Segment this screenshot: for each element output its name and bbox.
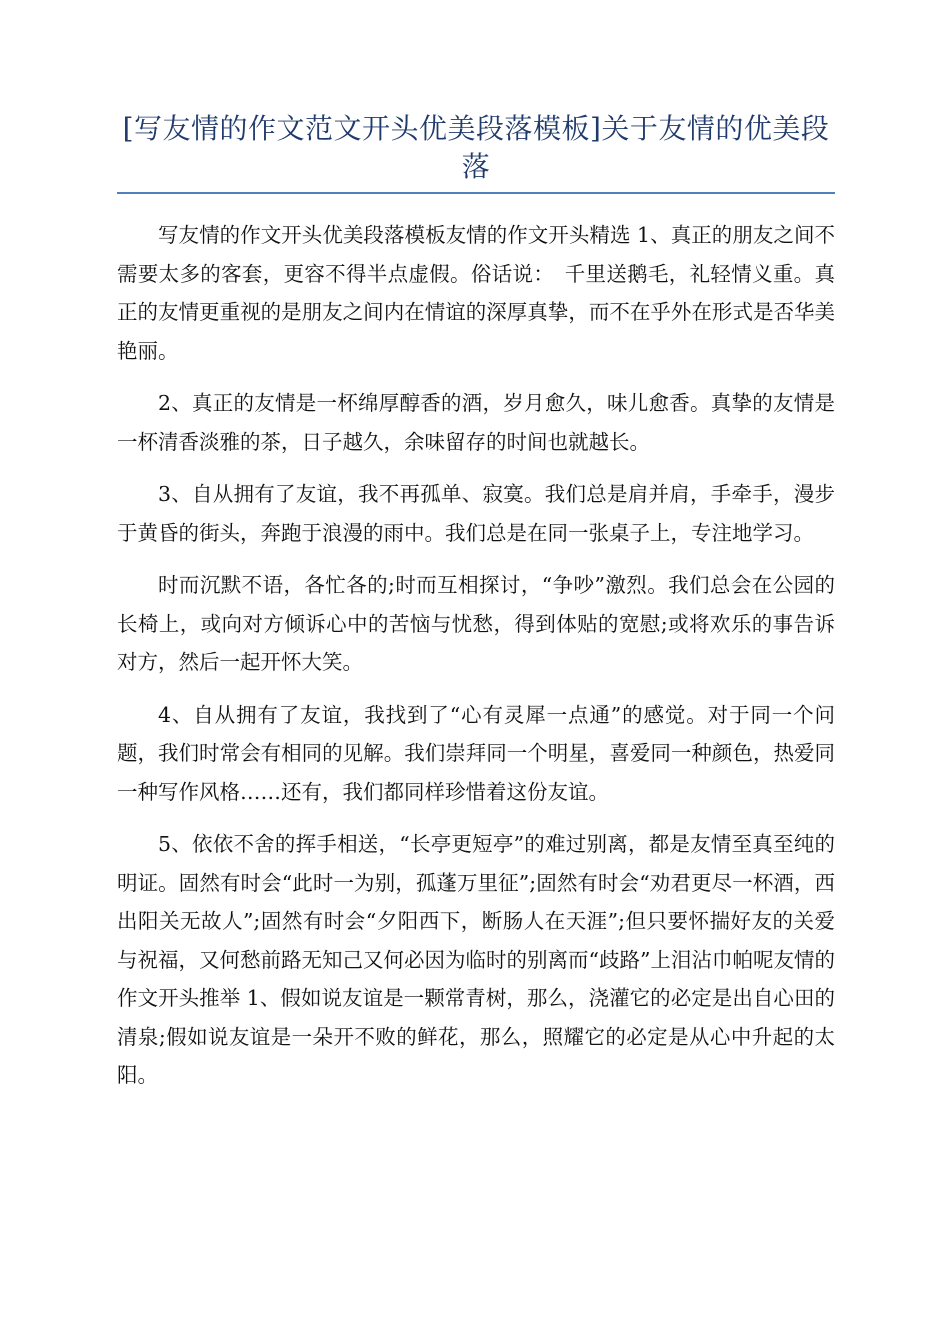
paragraph-2: 2、真正的友情是一杯绵厚醇香的酒，岁月愈久，味儿愈香。真挚的友情是一杯清香淡雅的茶，日子越久，余味留存的时间也就越长。 xyxy=(117,391,835,454)
paragraph-6: 5、依依不舍的挥手相送，“长亭更短亭”的难过别离，都是友情至真至纯的明证。固然有时会“此时一为别，孤蓬万里征”;固然有时会“劝君更尽一杯酒，西出阳关无故人”;固然有时会“夕阳西下，断肠人在天涯”;但只要怀揣好友的关爱与祝福，又何愁前路无知己又何必因为临时的别离而“歧路”上泪沾巾帕呢友情的作文开头推举 1、假如说友谊是一颗常青树，那么，浇灌它的必定是出自心田的清泉;假如说友谊是一朵开不败的鲜花，那么，照耀它的必定是从心中升起的太阳。 xyxy=(117,832,835,1087)
paragraph-4: 时而沉默不语，各忙各的;时而互相探讨，“争吵”激烈。我们总会在公园的长椅上，或向对方倾诉心中的苦恼与忧愁，得到体贴的宽慰;或将欢乐的事告诉对方，然后一起开怀大笑。 xyxy=(117,573,835,674)
document-title: [写友情的作文范文开头优美段落模板]关于友情的优美段落 xyxy=(117,110,835,194)
paragraph-5: 4、自从拥有了友谊，我找到了“心有灵犀一点通”的感觉。对于同一个问题，我们时常会有相同的见解。我们崇拜同一个明星，喜爱同一种颜色，热爱同一种写作风格……还有，我们都同样珍惜着这份友谊。 xyxy=(117,702,835,804)
document-body xyxy=(117,216,835,1095)
paragraph-1: 写友情的作文开头优美段落模板友情的作文开头精选 1、真正的朋友之间不需要太多的客套，更容不得半点虚假。俗话说： 千里送鹅毛，礼轻情义重。真正的友情更重视的是朋友之间内在情谊的深厚真挚，而不在乎外在形式是否华美艳丽。 xyxy=(117,223,835,363)
document-page xyxy=(117,110,835,1109)
paragraph-3: 3、自从拥有了友谊，我不再孤单、寂寞。我们总是肩并肩，手牵手，漫步于黄昏的街头，奔跑于浪漫的雨中。我们总是在同一张桌子上，专注地学习。 xyxy=(117,482,835,545)
